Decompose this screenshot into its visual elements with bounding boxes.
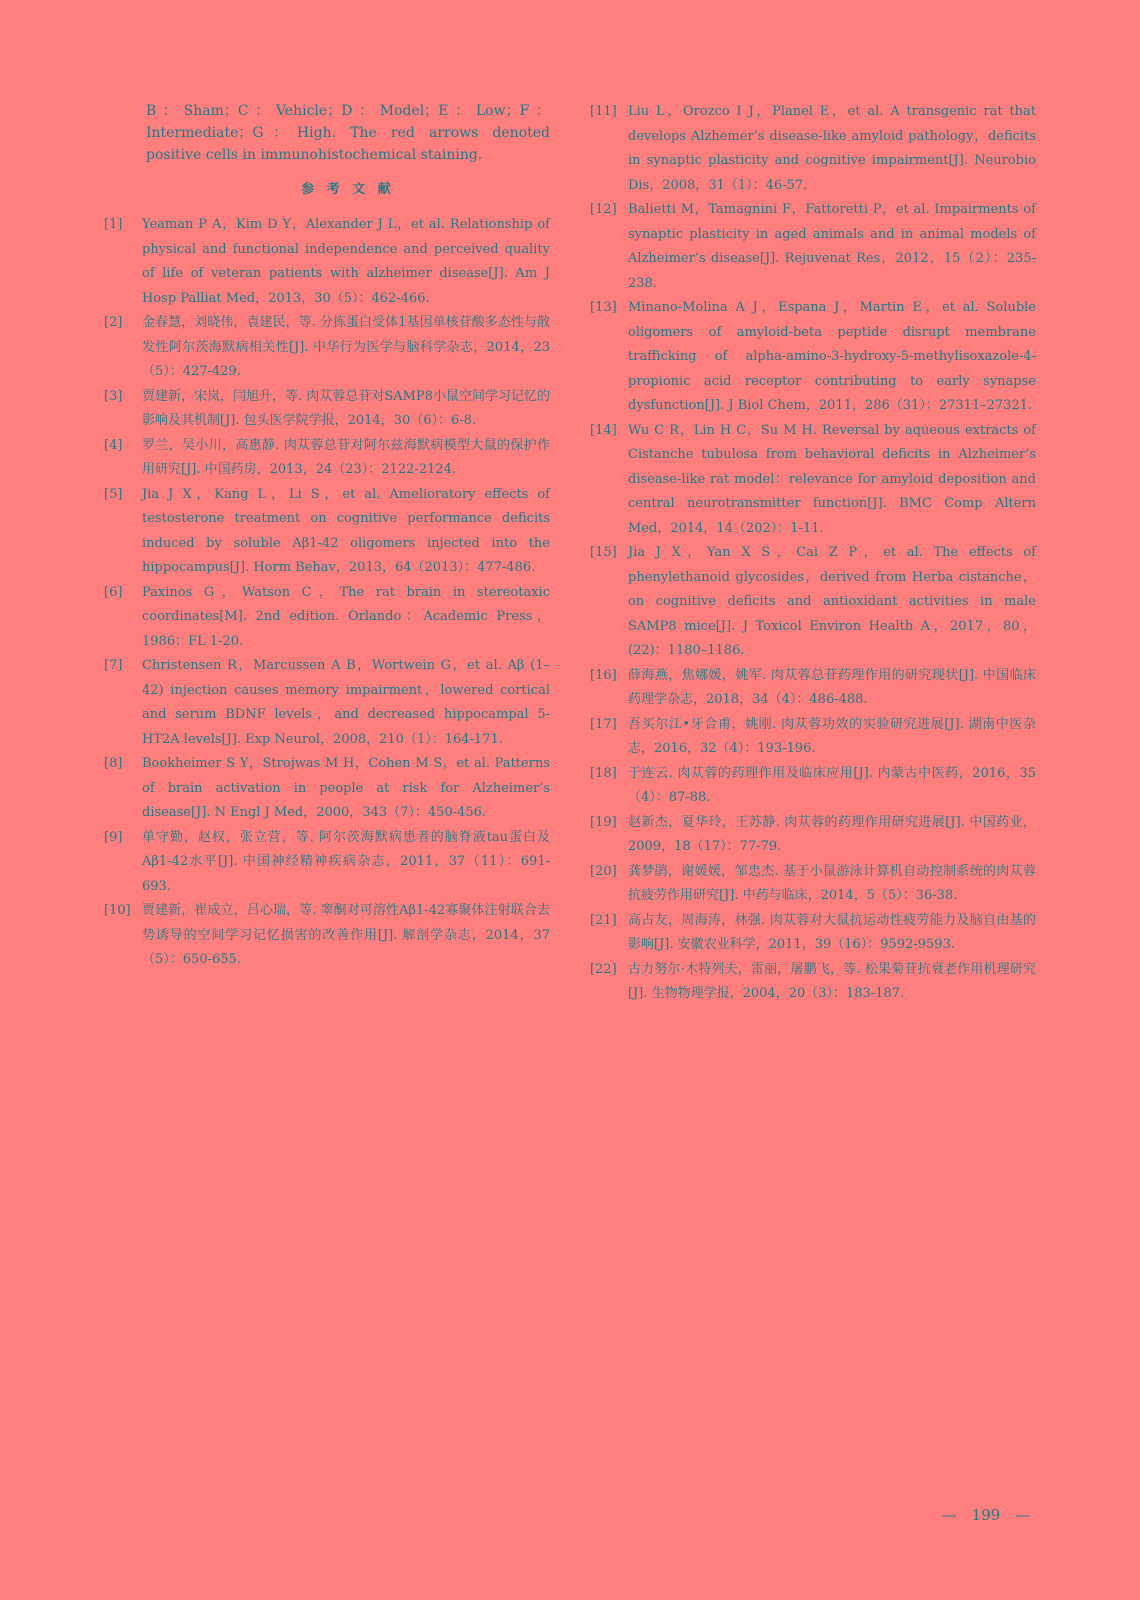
reference-number: [13]: [590, 300, 617, 315]
reference-number: [8]: [104, 756, 123, 771]
reference-item: [590, 909, 1036, 958]
reference-list-right: [590, 100, 1036, 1007]
reference-item: [590, 419, 1036, 542]
reference-item: [590, 100, 1036, 198]
reference-text: Yeaman P A，Kim D Y，Alexander J L，et al. Relationship of physical and functional independence and perceived quality of life of veteran patients with alzheimer disease[J]. Am J Hosp Palliat Med，2013，30（5）：462-466.: [142, 217, 550, 306]
reference-item: [590, 762, 1036, 811]
reference-item: [590, 296, 1036, 419]
reference-item: [590, 198, 1036, 296]
reference-number: [7]: [104, 658, 123, 673]
reference-text: 贾建新，崔成立，吕心瑞，等. 睾酮对可溶性Aβ1-42寡聚体注射联合去势诱导的空间学习记忆损害的改善作用[J]. 解剖学杂志，2014，37（5）：650-655.: [142, 903, 550, 967]
reference-number: [6]: [104, 584, 123, 600]
page-number: — 199 —: [941, 1506, 1031, 1524]
reference-item: [590, 664, 1036, 713]
reference-item: [590, 860, 1036, 909]
reference-text: 罗兰，吴小川，高惠静. 肉苁蓉总苷对阿尔兹海默病模型大鼠的保护作用研究[J]. 中国药房，2013，24（23）：2122-2124.: [142, 437, 550, 477]
reference-text: Wu C R，Lin H C，Su M H. Reversal by aqueous extracts of Cistanche tubulosa from behavioral deficits in Alzheimer’s disease-like rat model：relevance for amyloid deposition and central neurotransmitter function[J]. BMC Comp Altern Med，2014，14（202）：1-11.: [628, 422, 1036, 536]
figure-caption: B：Sham；C：Vehicle；D：Model；E：Low；F：Intermediate；G：High. The red arrows denoted positive cells in immunohistochemical staining.: [146, 103, 550, 163]
reference-item: [590, 811, 1036, 860]
reference-number: [17]: [590, 716, 617, 732]
reference-text: 金春慧，刘晓伟，袁建民，等. 分拣蛋白受体1基因单核苷酸多态性与散发性阿尔茨海默病相关性[J]. 中华行为医学与脑科学杂志，2014，23（5）：427-429.: [142, 315, 550, 379]
reference-number: [18]: [590, 765, 617, 781]
reference-number: [3]: [104, 388, 123, 404]
reference-text: Balietti M，Tamagnini F，Fattoretti P，et al. Impairments of synaptic plasticity in aged animals and in animal models of Alzheimer’s disease[J]. Rejuvenat Res，2012，15（2）：235-238.: [628, 202, 1036, 291]
references-heading: 参 考 文 献: [301, 182, 395, 197]
reference-item: [104, 385, 550, 434]
reference-number: [21]: [590, 912, 617, 928]
reference-item: [104, 213, 550, 311]
reference-text: 高占友，周海涛，林强. 肉苁蓉对大鼠抗运动性疲劳能力及脑自由基的影响[J]. 安徽农业科学，2011，39（16）：9592-9593.: [628, 912, 1036, 952]
reference-text: 薛海燕，焦娜媛，姚军. 肉苁蓉总苷药理作用的研究现状[J]. 中国临床药理学杂志，2018，34（4）：486-488.: [628, 667, 1036, 707]
reference-text: Liu L，Orozco I J，Planel E，et al. A transgenic rat that develops Alzhemer’s disease-like amyloid pathology，deficits in synaptic plasticity and cognitive impairment[J]. Neurobio Dis，2008，31（1）：46-57.: [628, 104, 1036, 193]
reference-text: 单守勤，赵权，张立营，等. 阿尔茨海默病患者的脑脊液tau蛋白及Aβ1-42水平[J]. 中国神经精神疾病杂志，2011，37（11）：691-693.: [142, 829, 550, 894]
reference-number: [11]: [590, 104, 617, 119]
reference-number: [1]: [104, 217, 123, 232]
reference-item: [104, 434, 550, 483]
right-column: [590, 100, 1036, 1007]
reference-text: Minano-Molina A J，Espana J，Martin E，et al. Soluble oligomers of amyloid-beta peptide disrupt membrane trafficking of alpha-amino-3-hydroxy-5-methylisoxazole-4-propionic acid receptor contributing to early synapse dysfunction[J]. J Biol Chem，2011，286（31）：27311–27321.: [628, 300, 1036, 413]
reference-item: [590, 958, 1036, 1007]
reference-number: [14]: [590, 422, 617, 438]
reference-item: [104, 654, 550, 752]
reference-number: [4]: [104, 437, 123, 453]
reference-text: 古力努尔·木特列夫，雷丽，屠鹏飞，等. 松果菊苷抗衰老作用机理研究[J]. 生物物理学报，2004，20（3）：183-187.: [628, 961, 1036, 1001]
reference-number: [16]: [590, 667, 617, 683]
reference-text: Christensen R，Marcussen A B，Wortwein G，et al. Aβ (1–42) injection causes memory impairment，lowered cortical and serum BDNF levels，and decreased hippocampal 5-HT2A levels[J]. Exp Neurol，2008，210（1）：164-171.: [142, 658, 550, 747]
reference-number: [12]: [590, 202, 617, 217]
reference-number: [19]: [590, 814, 617, 830]
reference-number: [10]: [104, 903, 131, 918]
reference-item: [104, 899, 550, 973]
reference-number: [9]: [104, 829, 123, 845]
reference-item: [590, 541, 1036, 664]
reference-text: 于连云. 肉苁蓉的药理作用及临床应用[J]. 内蒙古中医药，2016，35（4）：87-88.: [628, 765, 1036, 805]
reference-text: Jia J X，Kang L，Li S，et al. Amelioratory effects of testosterone treatment on cognitive performance deficits induced by soluble Aβ1-42 oligomers injected into the hippocampus[J]. Horm Behav，2013，64（2013）：477-486.: [142, 486, 550, 575]
reference-text: 龚梦鹃，谢媛媛，邹忠杰. 基于小鼠游泳计算机自动控制系统的肉苁蓉抗疲劳作用研究[J]. 中药与临床，2014，5（5）：36-38.: [628, 863, 1036, 903]
reference-text: Bookheimer S Y，Strojwas M H，Cohen M S，et al. Patterns of brain activation in people at risk for Alzheimer’s disease[J]. N Engl J Med，2000，343（7）：450-456.: [142, 756, 550, 820]
reference-item: [590, 713, 1036, 762]
reference-list-left: [104, 213, 550, 973]
reference-number: [5]: [104, 486, 123, 502]
reference-item: [104, 826, 550, 900]
reference-item: [104, 483, 550, 581]
reference-item: [104, 581, 550, 655]
reference-number: [20]: [590, 863, 617, 879]
reference-item: [104, 311, 550, 385]
reference-number: [22]: [590, 961, 617, 977]
left-column: [104, 100, 550, 973]
reference-number: [15]: [590, 545, 617, 560]
reference-text: Jia J X，Yan X S，Cai Z P，et al. The effects of phenylethanoid glycosides，derived from Herba cistanche，on cognitive deficits and antioxidant activities in male SAMP8 mice[J]. J Toxicol Environ Health A，2017，80，(22)：1180–1186.: [628, 545, 1036, 658]
reference-text: 贾建新，宋岚，闫旭升，等. 肉苁蓉总苷对SAMP8小鼠空间学习记忆的影响及其机制[J]. 包头医学院学报，2014，30（6）：6-8.: [142, 388, 550, 428]
reference-text: Paxinos G，Watson C，The rat brain in stereotaxic coordinates[M]. 2nd edition. Orlando：Academic Press，1986：FL 1-20.: [142, 584, 550, 649]
reference-text: 吾买尔江•牙合甫，姚刚. 肉苁蓉功效的实验研究进展[J]. 湖南中医杂志，2016，32（4）：193-196.: [628, 716, 1036, 756]
reference-item: [104, 752, 550, 826]
reference-text: 赵新杰，夏华玲，王苏静. 肉苁蓉的药理作用研究进展[J]. 中国药业，2009，18（17）：77-79.: [628, 814, 1036, 854]
reference-number: [2]: [104, 315, 123, 330]
